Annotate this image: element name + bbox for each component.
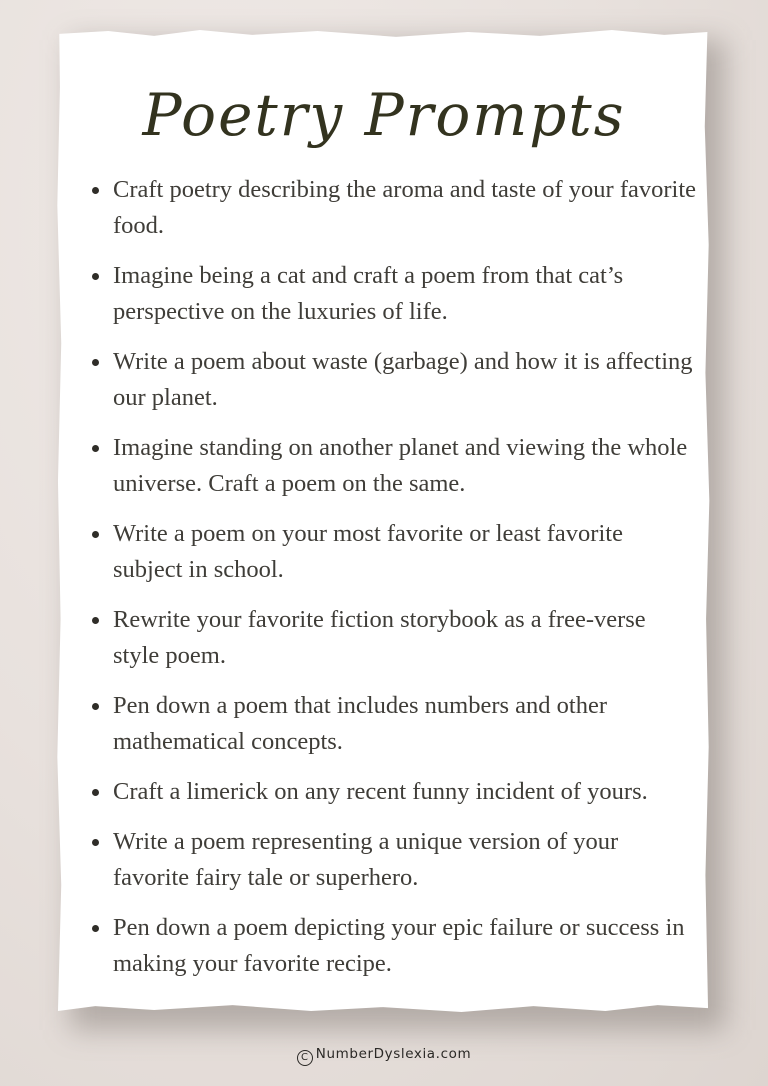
list-item: Write a poem about waste (garbage) and how it is affecting our planet.: [88, 344, 698, 416]
footer-site: NumberDyslexia.com: [315, 1046, 472, 1062]
bullet-icon: [92, 273, 99, 280]
bullet-icon: [92, 617, 99, 624]
list-item: Rewrite your favorite fiction storybook as a free-verse style poem.: [88, 602, 698, 674]
bullet-icon: [92, 187, 99, 194]
list-item: Imagine being a cat and craft a poem from that cat’s perspective on the luxuries of life.: [88, 258, 698, 330]
list-item: Craft poetry describing the aroma and taste of your favorite food.: [88, 172, 698, 244]
list-item: Write a poem on your most favorite or least favorite subject in school.: [88, 516, 698, 588]
bullet-icon: [92, 359, 99, 366]
bullet-icon: [92, 445, 99, 452]
list-item: Craft a limerick on any recent funny incident of yours.: [88, 774, 698, 810]
footer-credit: [0, 1046, 768, 1066]
page-title: Poetry Prompts: [142, 80, 626, 149]
list-item: Imagine standing on another planet and viewing the whole universe. Craft a poem on the same.: [88, 430, 698, 502]
bullet-icon: [92, 839, 99, 846]
bullet-icon: [92, 703, 99, 710]
list-item: Pen down a poem that includes numbers and other mathematical concepts.: [88, 688, 698, 760]
copyright-icon: C: [297, 1050, 313, 1066]
bullet-icon: [92, 531, 99, 538]
bullet-icon: [92, 789, 99, 796]
prompt-list: [88, 172, 698, 996]
list-item: Write a poem representing a unique version of your favorite fairy tale or superhero.: [88, 824, 698, 896]
bullet-icon: [92, 925, 99, 932]
list-item: Pen down a poem depicting your epic failure or success in making your favorite recipe.: [88, 910, 698, 982]
